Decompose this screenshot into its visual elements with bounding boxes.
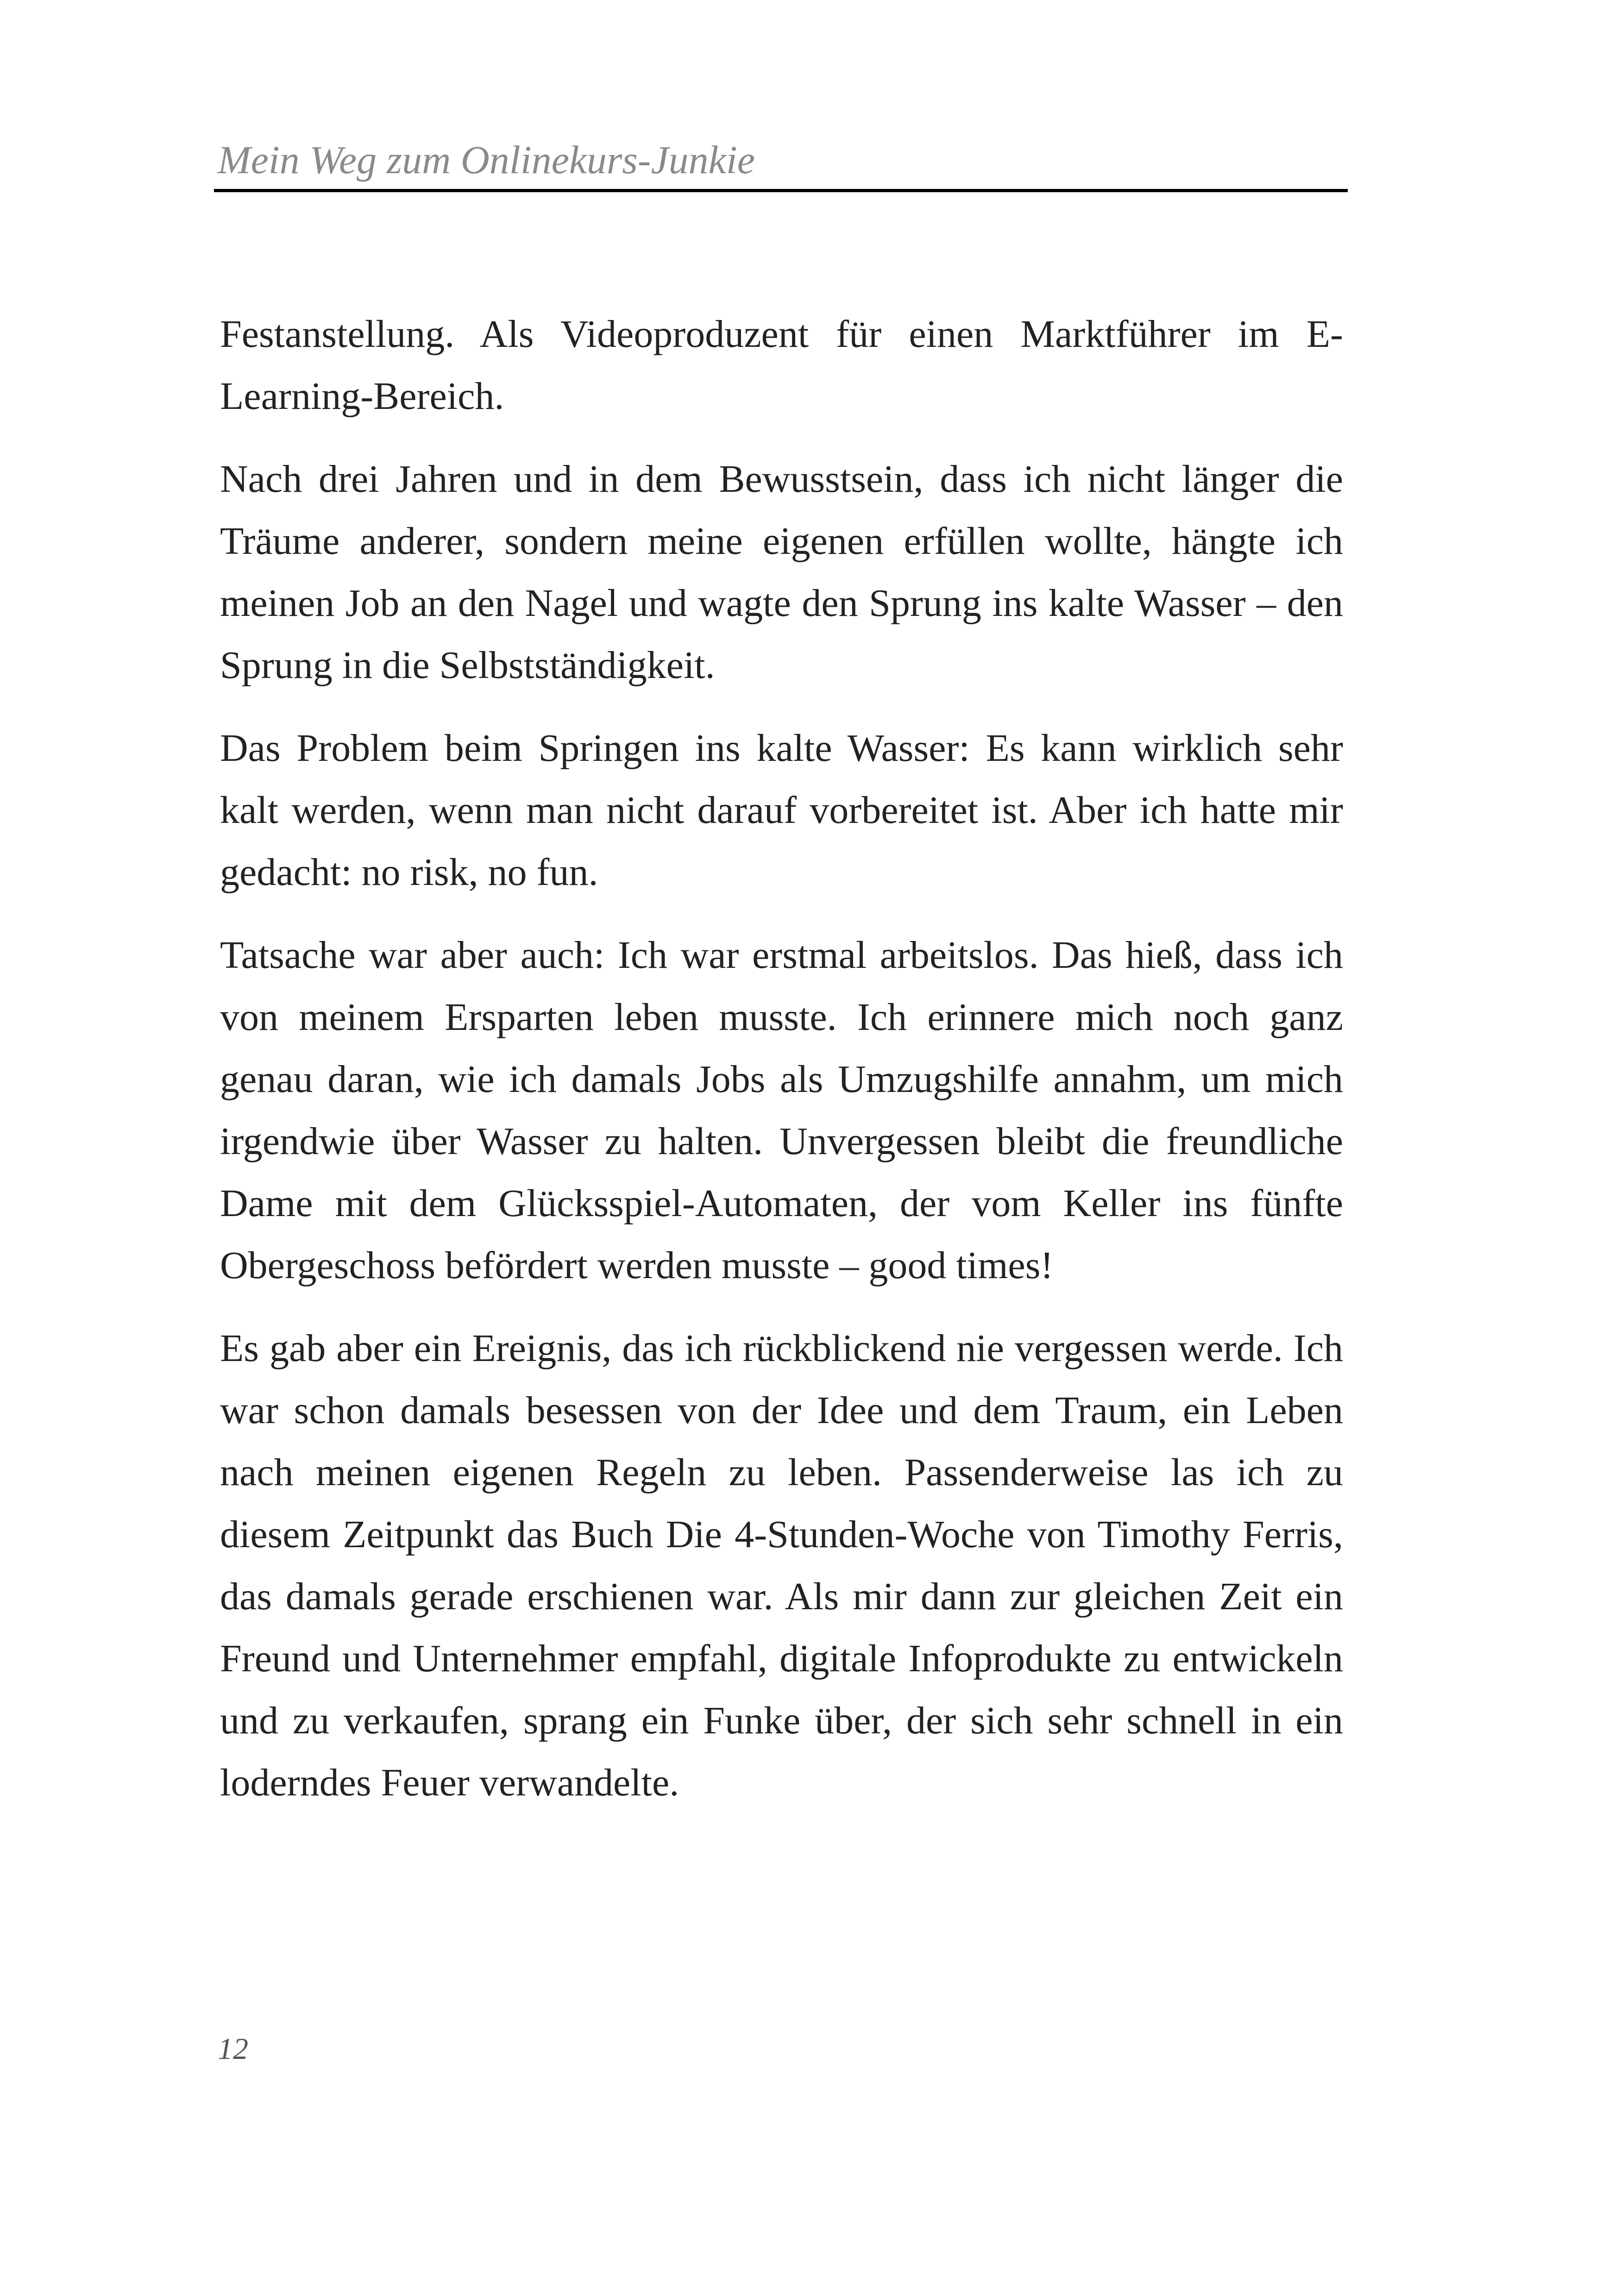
paragraph: Nach drei Jahren und in dem Bewusstsein, dass ich nicht länger die Träume anderer, sondern meine eigenen erfüllen wollte, hängte ich meinen Job an den Nagel und wagte den Sprung ins kalte Wasser – den Sprung in die Selbstständigkeit.	[220, 458, 1343, 687]
paragraph: Es gab aber ein Ereignis, das ich rückblickend nie vergessen werde. Ich war schon damals besessen von der Idee und dem Traum, ein Leben nach meinen eigenen Regeln zu leben. Passenderweise las ich zu diesem Zeitpunkt das Buch Die 4-Stunden-Woche von Timothy Ferris, das damals gerade erschienen war. Als mir dann zur gleichen Zeit ein Freund und Unternehmer empfahl, digitale Infoprodukte zu entwickeln und zu verkaufen, sprang ein Funke über, der sich sehr schnell in ein loderndes Feuer verwandelte.	[220, 1327, 1343, 1804]
paragraph: Tatsache war aber auch: Ich war erstmal arbeitslos. Das hieß, dass ich von meinem Ersparten leben musste. Ich erinnere mich noch ganz genau daran, wie ich damals Jobs als Umzugshilfe annahm, um mich irgendwie über Wasser zu halten. Unvergessen bleibt die freundliche Dame mit dem Glücksspiel-Automaten, der vom Keller ins fünfte Obergeschoss befördert werden musste – good times!	[220, 934, 1343, 1287]
running-header-title: Mein Weg zum Onlinekurs-Junkie	[218, 138, 755, 182]
paragraph: Festanstellung. Als Videoproduzent für einen Marktführer im E-Learning-Bereich.	[220, 313, 1343, 418]
header-divider	[214, 189, 1348, 192]
paragraph: Das Problem beim Springen ins kalte Wasser: Es kann wirklich sehr kalt werden, wenn man nicht darauf vorbereitet ist. Aber ich hatte mir gedacht: no risk, no fun.	[220, 727, 1343, 894]
page-number: 12	[218, 2032, 248, 2066]
body-text	[220, 303, 1343, 1835]
